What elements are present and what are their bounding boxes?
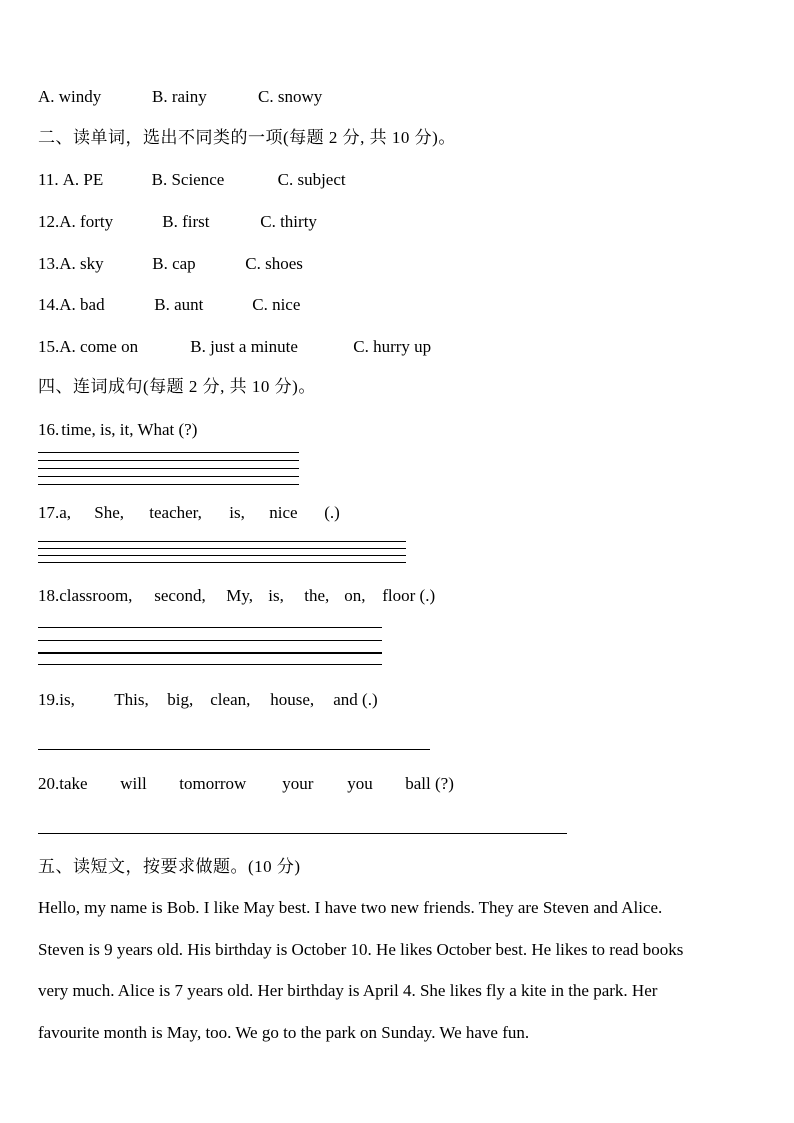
option-a: A. forty [59, 212, 114, 231]
option-c: C. nice [252, 295, 301, 314]
word: is, [268, 586, 284, 605]
word-list: time, is, it, What (?) [61, 420, 198, 439]
word: big, [167, 690, 194, 709]
passage-line: Hello, my name is Bob. I like May best. I have two new friends. They are Steven and Alice. [38, 898, 663, 917]
section-5-heading: 五、读短文，按要求做题。(10 分) [38, 857, 301, 876]
question-18 [38, 586, 435, 606]
word: second, [154, 586, 206, 605]
word: and (.) [333, 690, 378, 709]
question-11 [38, 170, 346, 190]
question-number: 20. [38, 774, 60, 793]
answer-line[interactable] [38, 664, 382, 665]
word: classroom, [59, 586, 133, 605]
word: take [59, 774, 88, 793]
question-17 [38, 503, 340, 523]
q10-option-a: A. windy [38, 87, 102, 106]
answer-line[interactable] [38, 452, 299, 453]
option-a: A. sky [59, 254, 104, 273]
answer-line[interactable] [38, 460, 299, 461]
q10-options [38, 87, 322, 107]
word: clean, [210, 690, 251, 709]
word: ball (?) [405, 774, 454, 793]
section-4-heading: 四、连词成句(每题 2 分, 共 10 分)。 [38, 377, 316, 396]
word: will [120, 774, 147, 793]
word: tomorrow [179, 774, 247, 793]
option-a: A. come on [59, 337, 139, 356]
answer-line[interactable] [38, 555, 406, 556]
word: She, [94, 503, 124, 522]
answer-line[interactable] [38, 562, 406, 563]
question-14 [38, 295, 300, 315]
answer-line[interactable] [38, 833, 567, 834]
word: a, [59, 503, 72, 522]
option-c: C. thirty [260, 212, 317, 231]
word: teacher, [149, 503, 202, 522]
answer-line[interactable] [38, 476, 299, 477]
question-20 [38, 774, 454, 794]
q10-option-b: B. rainy [152, 87, 207, 106]
question-15 [38, 337, 431, 357]
answer-line[interactable] [38, 548, 406, 549]
word: (.) [324, 503, 340, 522]
answer-line[interactable] [38, 749, 430, 750]
option-a: A. bad [59, 295, 105, 314]
question-number: 17. [38, 503, 60, 522]
option-b: B. Science [151, 170, 225, 189]
answer-line[interactable] [38, 541, 406, 542]
word: is, [59, 690, 75, 709]
option-b: B. cap [152, 254, 196, 273]
question-16 [38, 420, 197, 440]
word: nice [269, 503, 298, 522]
word: you [347, 774, 373, 793]
question-number: 13. [38, 254, 60, 273]
question-number: 15. [38, 337, 60, 356]
passage-line: favourite month is May, too. We go to the park on Sunday. We have fun. [38, 1023, 530, 1042]
option-c: C. subject [277, 170, 346, 189]
answer-line[interactable] [38, 640, 382, 641]
option-b: B. aunt [154, 295, 204, 314]
question-13 [38, 254, 303, 274]
answer-line[interactable] [38, 627, 382, 628]
question-number: 12. [38, 212, 60, 231]
answer-line[interactable] [38, 468, 299, 469]
answer-line[interactable] [38, 484, 299, 485]
word: on, [344, 586, 366, 605]
q10-option-c: C. snowy [258, 87, 323, 106]
word: floor (.) [382, 586, 436, 605]
section-2-heading: 二、读单词，选出不同类的一项(每题 2 分, 共 10 分)。 [38, 128, 456, 147]
option-b: B. just a minute [190, 337, 298, 356]
option-c: C. shoes [245, 254, 303, 273]
question-19 [38, 690, 378, 710]
passage-line: very much. Alice is 7 years old. Her birthday is April 4. She likes fly a kite in the park. Her [38, 981, 658, 1000]
question-number: 14. [38, 295, 60, 314]
option-b: B. first [162, 212, 210, 231]
word: This, [114, 690, 149, 709]
word: My, [226, 586, 254, 605]
question-number: 16. [38, 420, 60, 439]
word: the, [304, 586, 330, 605]
passage-line: Steven is 9 years old. His birthday is October 10. He likes October best. He likes to read books [38, 940, 684, 959]
question-number: 11. [38, 170, 59, 189]
answer-line[interactable] [38, 652, 382, 654]
question-number: 18. [38, 586, 60, 605]
question-number: 19. [38, 690, 60, 709]
question-12 [38, 212, 317, 232]
word: your [282, 774, 314, 793]
option-a: A. PE [62, 170, 104, 189]
word: is, [229, 503, 245, 522]
option-c: C. hurry up [353, 337, 432, 356]
word: house, [270, 690, 315, 709]
